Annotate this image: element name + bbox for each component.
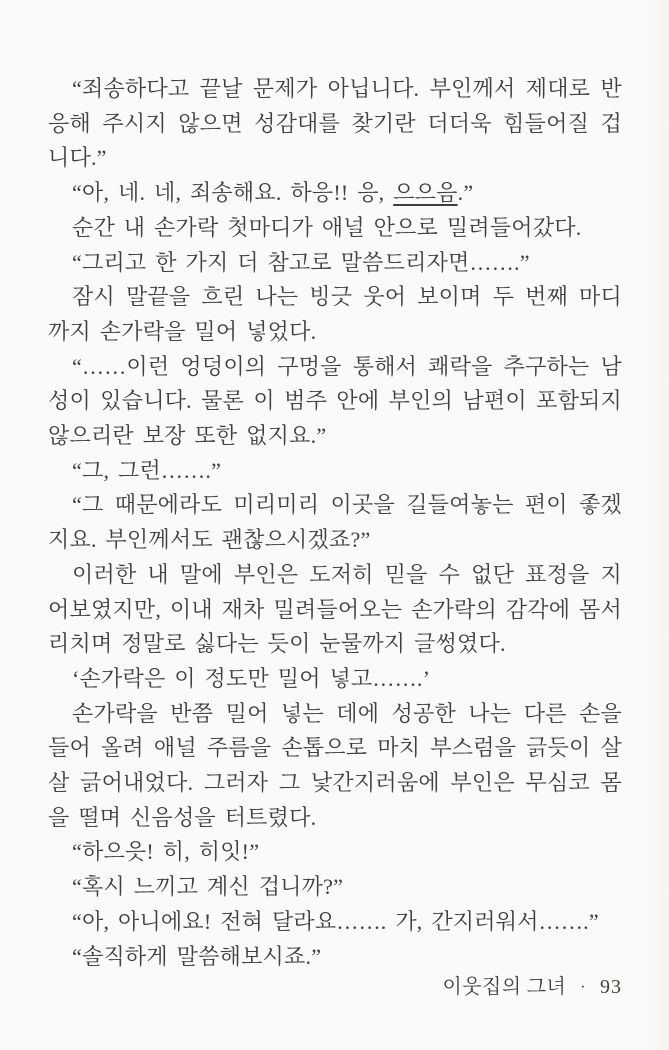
text-segment: .”: [457, 180, 474, 206]
paragraph: [48, 72, 622, 176]
footer-separator-dot: ·: [580, 979, 586, 996]
text-segment: “아, 네. 네, 죄송해요. 하응!! 응,: [72, 180, 394, 206]
text-segment: 이러한 내 말에 부인은 도저히 믿을 수 없단 표정을 지어보였지만, 이내 재차 밀려들어오는 손가락의 감각에 몸서리치며 정말로 싫다는 듯이 눈물까지 글썽였다.: [48, 561, 622, 657]
text-segment: “솔직하게 말씀해보시죠.”: [72, 943, 322, 969]
text-segment: “하으읏! 히, 히잇!”: [72, 839, 260, 865]
emphasized-text: 으으음: [393, 180, 458, 206]
text-segment: 순간 내 손가락 첫마디가 애널 안으로 밀려들어갔다.: [72, 214, 582, 240]
paragraph: [48, 662, 622, 697]
text-segment: 잠시 말끝을 흐린 나는 빙긋 웃어 보이며 두 번째 마디까지 손가락을 밀어 넣었다.: [48, 284, 622, 344]
running-title: 이웃집의 그녀: [442, 976, 567, 998]
text-segment: “그, 그런…….”: [72, 457, 222, 483]
text-segment: ‘손가락은 이 정도만 밀어 넣고…….’: [72, 665, 431, 691]
paragraph: [48, 558, 622, 662]
text-segment: 손가락을 반쯤 밀어 넣는 데에 성공한 나는 다른 손을 들어 올려 애널 주름을 손톱으로 마치 부스럼을 긁듯이 살살 긁어내었다. 그러자 그 낯간지러움에 부인은 무심코 몸을 떨며 신음성을 터트렸다.: [48, 700, 622, 830]
paragraph: [48, 697, 622, 836]
page-footer: [443, 970, 622, 999]
paragraph: [48, 280, 622, 349]
paragraph: [48, 350, 622, 454]
text-segment: “아, 아니에요! 전혀 달라요……. 가, 간지러워서…….”: [72, 908, 599, 934]
paragraph: [48, 176, 622, 211]
paragraph: [48, 211, 622, 246]
paragraph: [48, 454, 622, 489]
paragraph: [48, 835, 622, 870]
text-segment: “혹시 느끼고 계신 겁니까?”: [72, 874, 344, 900]
page-number: 93: [600, 976, 622, 998]
paragraph: [48, 905, 622, 940]
text-segment: “그리고 한 가지 더 참고로 말씀드리자면…….”: [72, 249, 530, 275]
body-text: [48, 72, 622, 974]
paragraph: [48, 870, 622, 905]
text-segment: “죄송하다고 끝날 문제가 아닙니다. 부인께서 제대로 반응해 주시지 않으면 성감대를 찾기란 더더욱 힘들어질 겁니다.”: [48, 76, 622, 171]
text-segment: “……이런 엉덩이의 구멍을 통해서 쾌락을 추구하는 남성이 있습니다. 물론 이 범주 안에 부인의 남편이 포함되지 않으리란 보장 또한 없지요.”: [48, 353, 622, 449]
paragraph: [48, 488, 622, 557]
text-segment: “그 때문에라도 미리미리 이곳을 길들여놓는 편이 좋겠지요. 부인께서도 괜찮으시겠죠?”: [48, 492, 622, 553]
paragraph: [48, 246, 622, 281]
